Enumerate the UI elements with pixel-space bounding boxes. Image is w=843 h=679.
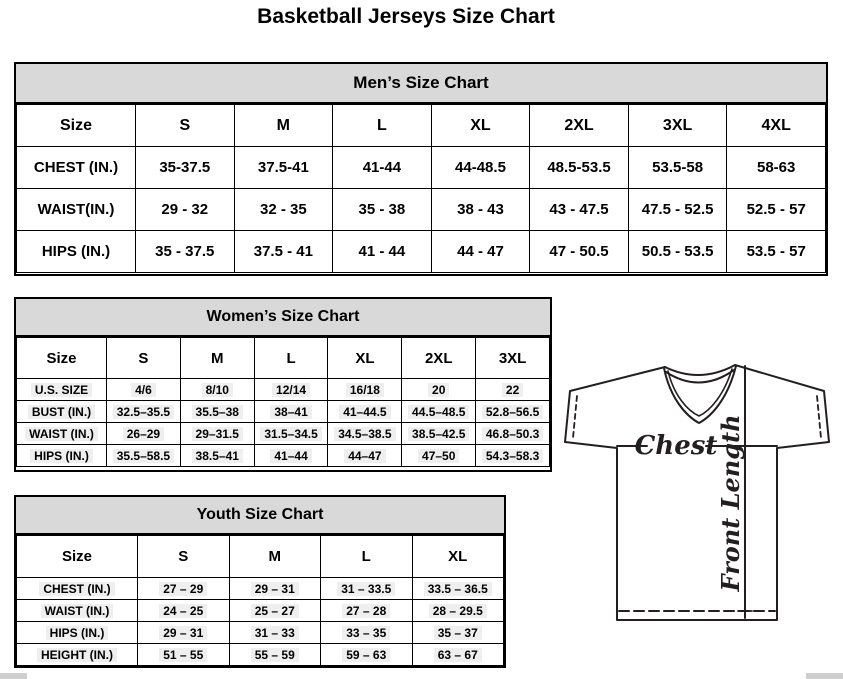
size-value-cell <box>107 379 181 401</box>
size-value-cell <box>412 644 504 666</box>
row-label-text: WAIST (IN.) <box>41 604 114 618</box>
size-value-text: 16/18 <box>346 383 384 397</box>
measurement-row <box>17 644 504 666</box>
size-value-text: 55 – 59 <box>251 648 299 662</box>
size-value-text: 59 – 63 <box>342 648 390 662</box>
size-value-text: 50.5 - 53.5 <box>641 243 714 260</box>
size-value-text: 28 – 29.5 <box>429 604 487 618</box>
size-column-header: XL <box>431 105 530 147</box>
size-value-cell <box>180 401 254 423</box>
size-value-text: 35 - 37.5 <box>155 243 215 260</box>
left-cuff-dashed-line <box>573 396 577 438</box>
size-value-cell <box>328 423 402 445</box>
jersey-outline <box>565 365 829 620</box>
size-value-cell <box>530 189 629 231</box>
size-value-cell <box>333 189 432 231</box>
size-value-cell <box>234 231 333 273</box>
size-value-text: 20 <box>428 383 449 397</box>
size-value-text: 44.5–48.5 <box>408 405 469 419</box>
size-value-cell <box>180 423 254 445</box>
size-value-cell <box>431 147 530 189</box>
row-label-text: WAIST (IN.) <box>25 427 98 441</box>
jersey-measurement-diagram <box>556 358 843 632</box>
size-value-text: 51 – 55 <box>159 648 207 662</box>
size-value-cell <box>431 189 530 231</box>
size-value-cell <box>138 622 230 644</box>
row-label-text: BUST (IN.) <box>28 405 95 419</box>
size-value-cell <box>412 578 504 600</box>
size-value-cell <box>431 231 530 273</box>
measurement-row <box>17 147 826 189</box>
size-value-cell <box>412 622 504 644</box>
size-value-cell <box>180 445 254 467</box>
size-value-cell <box>229 644 321 666</box>
size-value-cell <box>136 231 235 273</box>
row-label <box>17 578 138 600</box>
measurement-row <box>17 622 504 644</box>
size-value-text: 47.5 - 52.5 <box>641 201 714 218</box>
size-value-cell <box>234 189 333 231</box>
size-value-cell <box>333 231 432 273</box>
size-header-row <box>17 105 826 147</box>
size-column-header: XL <box>328 338 402 379</box>
size-value-text: 63 – 67 <box>434 648 482 662</box>
size-column-header: XL <box>412 536 504 578</box>
measurement-row <box>17 379 550 401</box>
size-column-header: S <box>136 105 235 147</box>
size-value-text: 52.5 - 57 <box>746 201 806 218</box>
measurement-row <box>17 231 826 273</box>
size-value-text: 47 - 50.5 <box>549 243 609 260</box>
size-value-text: 31 – 33 <box>251 626 299 640</box>
size-value-cell <box>136 147 235 189</box>
size-value-cell <box>321 644 413 666</box>
size-value-cell <box>402 401 476 423</box>
size-value-text: 35 - 38 <box>358 201 406 218</box>
row-label <box>17 622 138 644</box>
horizontal-scrollbar-fragment-right[interactable] <box>806 673 843 679</box>
size-column-header: 2XL <box>530 105 629 147</box>
size-header-row <box>17 536 504 578</box>
size-column-header: L <box>321 536 413 578</box>
size-value-text: 33.5 – 36.5 <box>424 582 492 596</box>
size-value-cell <box>138 578 230 600</box>
measurement-row <box>17 189 826 231</box>
row-label <box>17 644 138 666</box>
size-value-cell <box>107 401 181 423</box>
size-value-text: 47–50 <box>418 449 459 463</box>
size-value-text: 29 – 31 <box>251 582 299 596</box>
measurement-row <box>17 423 550 445</box>
size-value-text: 27 – 29 <box>159 582 207 596</box>
row-label <box>17 189 136 231</box>
size-value-text: 29–31.5 <box>192 427 243 441</box>
size-value-cell <box>402 423 476 445</box>
row-label <box>17 600 138 622</box>
measurement-row <box>17 401 550 423</box>
chest-measure-label: Chest <box>634 431 718 461</box>
row-label <box>17 401 107 423</box>
row-label <box>17 231 136 273</box>
size-value-cell <box>107 445 181 467</box>
size-value-cell <box>530 147 629 189</box>
size-column-header: 4XL <box>727 105 826 147</box>
size-value-cell <box>727 189 826 231</box>
size-column-header: 3XL <box>628 105 727 147</box>
size-value-text: 38–41 <box>270 405 311 419</box>
size-header-row <box>17 338 550 379</box>
row-label-text: HIPS (IN.) <box>46 626 109 640</box>
size-value-text: 41–44.5 <box>339 405 390 419</box>
size-value-cell <box>402 445 476 467</box>
size-column-header: M <box>229 536 321 578</box>
size-column-header: L <box>254 338 328 379</box>
size-value-text: 46.8–50.3 <box>482 427 543 441</box>
size-value-text: 35 – 37 <box>434 626 482 640</box>
mens-size-table <box>16 104 826 273</box>
size-value-text: 41–44 <box>270 449 311 463</box>
size-value-text: 26–29 <box>123 427 164 441</box>
measurement-row <box>17 445 550 467</box>
size-value-cell <box>321 600 413 622</box>
size-value-cell <box>628 189 727 231</box>
size-value-text: 31 – 33.5 <box>337 582 395 596</box>
size-value-cell <box>628 147 727 189</box>
size-label-header: Size <box>17 338 107 379</box>
size-column-header: M <box>234 105 333 147</box>
size-value-cell <box>402 379 476 401</box>
size-value-text: 48.5-53.5 <box>547 159 611 176</box>
size-value-text: 22 <box>502 383 523 397</box>
size-value-cell <box>254 423 328 445</box>
size-value-text: 37.5-41 <box>257 159 309 176</box>
size-value-text: 44–47 <box>344 449 385 463</box>
row-label <box>17 423 107 445</box>
right-cuff-dashed-line <box>817 396 821 438</box>
womens-chart-title: Women’s Size Chart <box>16 299 550 337</box>
row-label-text: HIPS (IN.) <box>30 449 93 463</box>
size-value-cell <box>234 147 333 189</box>
size-label-header: Size <box>17 536 138 578</box>
size-value-text: 38 - 43 <box>457 201 504 218</box>
size-value-text: 41-44 <box>362 159 402 176</box>
size-value-cell <box>138 644 230 666</box>
size-column-header: M <box>180 338 254 379</box>
size-value-cell <box>229 578 321 600</box>
size-value-cell <box>254 445 328 467</box>
horizontal-scrollbar-fragment-left[interactable] <box>0 673 27 679</box>
row-label-text: HIPS (IN.) <box>41 243 111 260</box>
size-value-text: 4/6 <box>131 383 156 397</box>
size-value-text: 44-48.5 <box>455 159 506 176</box>
row-label <box>17 147 136 189</box>
size-value-text: 58-63 <box>757 159 796 176</box>
size-value-text: 32 - 35 <box>259 201 307 218</box>
youth-size-chart <box>14 495 506 668</box>
size-value-text: 53.5-58 <box>652 159 704 176</box>
size-value-cell <box>727 231 826 273</box>
size-value-cell <box>136 189 235 231</box>
size-value-cell <box>412 600 504 622</box>
row-label <box>17 379 107 401</box>
size-column-header: L <box>333 105 432 147</box>
collar-outer-arc <box>665 365 735 375</box>
size-value-text: 34.5–38.5 <box>334 427 395 441</box>
size-value-cell <box>476 423 550 445</box>
size-value-text: 24 – 25 <box>159 604 207 618</box>
size-column-header: 2XL <box>402 338 476 379</box>
size-value-text: 54.3–58.3 <box>482 449 543 463</box>
size-value-text: 53.5 - 57 <box>746 243 806 260</box>
size-value-cell <box>530 231 629 273</box>
mens-chart-title: Men’s Size Chart <box>16 64 826 104</box>
page-title: Basketball Jerseys Size Chart <box>257 5 555 28</box>
size-value-cell <box>328 401 402 423</box>
youth-size-table <box>16 535 504 666</box>
size-value-cell <box>254 401 328 423</box>
size-value-cell <box>107 423 181 445</box>
size-column-header: S <box>138 536 230 578</box>
size-value-text: 38.5–42.5 <box>408 427 469 441</box>
size-value-cell <box>138 600 230 622</box>
front-length-measure-label: Front Length <box>716 414 745 592</box>
size-value-cell <box>328 445 402 467</box>
size-value-text: 41 - 44 <box>358 243 406 260</box>
size-value-text: 32.5–35.5 <box>113 405 174 419</box>
row-label-text: CHEST (IN.) <box>39 582 114 596</box>
size-value-text: 35.5–38 <box>192 405 243 419</box>
size-value-text: 8/10 <box>202 383 233 397</box>
size-value-cell <box>333 147 432 189</box>
size-value-text: 27 – 28 <box>342 604 390 618</box>
row-label-text: WAIST(IN.) <box>37 201 115 218</box>
mens-size-chart <box>14 62 828 276</box>
size-value-cell <box>727 147 826 189</box>
size-value-text: 29 – 31 <box>159 626 207 640</box>
size-column-header: 3XL <box>476 338 550 379</box>
size-value-cell <box>328 379 402 401</box>
row-label <box>17 445 107 467</box>
size-value-cell <box>476 445 550 467</box>
measurement-row <box>17 578 504 600</box>
size-value-cell <box>321 578 413 600</box>
size-value-cell <box>229 622 321 644</box>
youth-chart-title: Youth Size Chart <box>16 497 504 535</box>
size-value-cell <box>180 379 254 401</box>
size-value-text: 43 - 47.5 <box>549 201 609 218</box>
measurement-row <box>17 600 504 622</box>
size-value-cell <box>229 600 321 622</box>
row-label-text: HEIGHT (IN.) <box>37 648 117 662</box>
size-label-header: Size <box>17 105 136 147</box>
size-value-text: 44 - 47 <box>457 243 504 260</box>
womens-size-chart <box>14 297 552 472</box>
size-value-text: 35.5–58.5 <box>113 449 174 463</box>
size-value-text: 25 – 27 <box>251 604 299 618</box>
size-value-text: 12/14 <box>272 383 310 397</box>
size-value-text: 31.5–34.5 <box>260 427 321 441</box>
size-value-cell <box>321 622 413 644</box>
size-value-cell <box>476 401 550 423</box>
size-value-text: 29 - 32 <box>161 201 209 218</box>
size-column-header: S <box>107 338 181 379</box>
size-value-cell <box>628 231 727 273</box>
row-label-text: CHEST (IN.) <box>33 159 119 176</box>
size-value-text: 37.5 - 41 <box>253 243 313 260</box>
row-label-text: U.S. SIZE <box>31 383 92 397</box>
size-value-cell <box>254 379 328 401</box>
womens-size-table <box>16 337 550 467</box>
size-value-text: 33 – 35 <box>342 626 390 640</box>
size-value-cell <box>476 379 550 401</box>
size-value-text: 38.5–41 <box>192 449 243 463</box>
size-value-text: 35-37.5 <box>159 159 211 176</box>
size-value-text: 52.8–56.5 <box>482 405 543 419</box>
